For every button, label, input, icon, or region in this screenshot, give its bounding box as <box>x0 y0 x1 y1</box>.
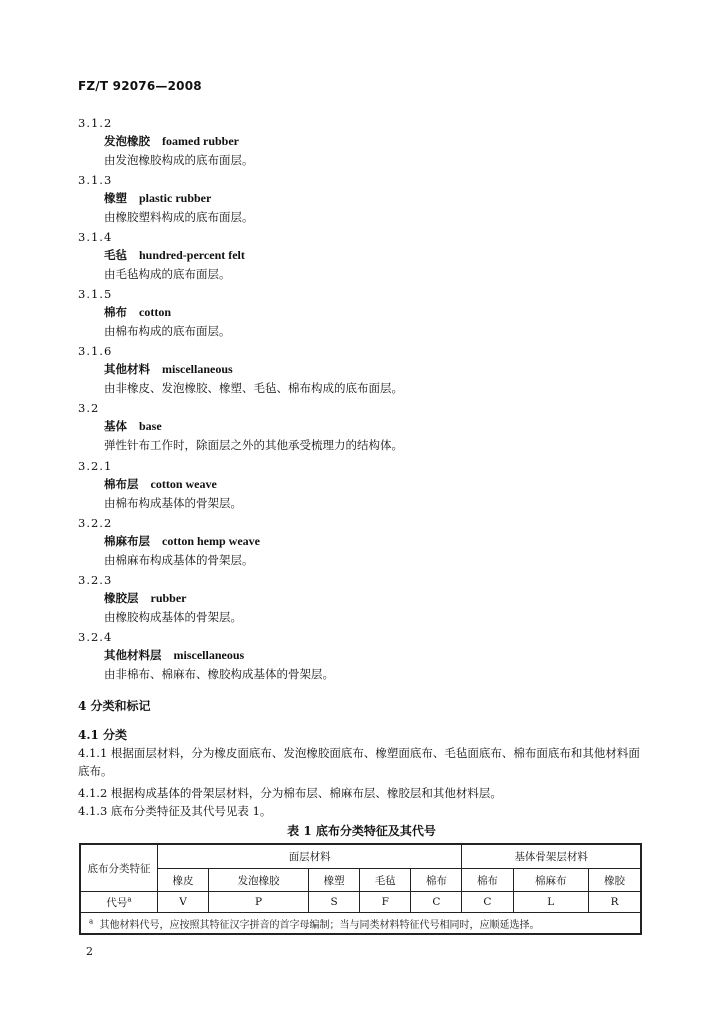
section-3-1-2 <box>78 114 678 169</box>
section-3-2-1 <box>78 457 678 512</box>
term <box>104 589 678 608</box>
term-zh: 基体 <box>104 419 127 433</box>
code-cell: P <box>209 892 309 913</box>
term <box>104 189 678 208</box>
term-en: cotton <box>139 305 171 319</box>
section-number: 3.1.6 <box>78 344 113 358</box>
definition: 由橡胶塑料构成的底布面层。 <box>104 210 254 224</box>
paragraph-4-1-3: 4.1.3 底布分类特征及其代号见表 1。 <box>78 804 272 818</box>
section-3-2-4 <box>78 628 678 683</box>
row-header-cell: 底布分类特征 <box>80 844 158 892</box>
term-zh: 棉布 <box>104 305 127 319</box>
term-en: rubber <box>150 591 187 605</box>
paragraph-4-1-2: 4.1.2 根据构成基体的骨架层材料，分为棉布层、棉麻布层、橡胶层和其他材料层。 <box>78 786 502 800</box>
term-en: cotton weave <box>150 477 217 491</box>
term <box>104 132 678 151</box>
term-en: cotton hemp weave <box>162 534 260 548</box>
term <box>104 475 678 494</box>
term-zh: 橡胶层 <box>104 591 139 605</box>
paragraph-4-1-1: 4.1.1 根据面层材料，分为橡皮面底布、发泡橡胶面底布、橡塑面底布、毛毡面底布、棉布面底布和其他材料面底布。 <box>78 746 640 778</box>
term-en: base <box>139 419 162 433</box>
section-3-2-2 <box>78 514 678 569</box>
standard-code: FZ/T 92076—2008 <box>78 79 202 93</box>
column-header: 橡塑 <box>309 869 360 892</box>
term-en: foamed rubber <box>162 134 239 148</box>
term-en: miscellaneous <box>162 362 233 376</box>
definition: 由棉布构成的底布面层。 <box>104 324 231 338</box>
term <box>104 646 678 665</box>
chapter-4-heading: 4 分类和标记 <box>78 699 151 713</box>
column-header: 橡胶 <box>589 869 641 892</box>
section-number: 3.1.3 <box>78 173 113 187</box>
section-4-1-heading: 4.1 分类 <box>78 728 128 742</box>
term-en: hundred-percent felt <box>139 248 245 262</box>
term-zh: 其他材料层 <box>104 648 162 662</box>
page-number: 2 <box>86 945 93 958</box>
code-label-cell <box>80 892 158 913</box>
term-zh: 毛毡 <box>104 248 127 262</box>
definition: 由发泡橡胶构成的底布面层。 <box>104 153 254 167</box>
code-cell: C <box>411 892 462 913</box>
table-footnote <box>80 913 641 935</box>
section-3-1-5 <box>78 285 678 340</box>
section-number: 3.2 <box>78 401 100 415</box>
term-zh: 棉麻布层 <box>104 534 150 548</box>
classification-table <box>79 843 642 935</box>
surface-material-group: 面层材料 <box>158 844 462 869</box>
code-cell: V <box>158 892 209 913</box>
section-number: 3.2.1 <box>78 459 113 473</box>
term-zh: 橡塑 <box>104 191 127 205</box>
term-zh: 棉布层 <box>104 477 139 491</box>
definition: 由非橡皮、发泡橡胶、橡塑、毛毡、棉布构成的底布面层。 <box>104 381 403 395</box>
section-number: 3.1.4 <box>78 230 113 244</box>
section-number: 3.2.3 <box>78 573 113 587</box>
code-cell: S <box>309 892 360 913</box>
column-header: 毛毡 <box>360 869 411 892</box>
table-title: 表 1 底布分类特征及其代号 <box>287 824 436 838</box>
column-header: 发泡橡胶 <box>209 869 309 892</box>
term <box>104 532 678 551</box>
footnote-marker: a <box>89 917 94 926</box>
term <box>104 417 678 436</box>
section-3-1-4 <box>78 228 678 283</box>
code-cell: R <box>589 892 641 913</box>
term <box>104 303 678 322</box>
definition: 由毛毡构成的底布面层。 <box>104 267 231 281</box>
definition: 由非棉布、棉麻布、橡胶构成基体的骨架层。 <box>104 667 334 681</box>
term <box>104 246 678 265</box>
definition: 由橡胶构成基体的骨架层。 <box>104 610 242 624</box>
term <box>104 360 678 379</box>
footnote-text: 其他材料代号，应按照其特征汉字拼音的首字母编制；当与同类材料特征代号相同时，应顺延选择。 <box>99 919 540 931</box>
column-header: 棉布 <box>411 869 462 892</box>
section-number: 3.1.5 <box>78 287 113 301</box>
definition: 由棉布构成基体的骨架层。 <box>104 496 242 510</box>
section-number: 3.1.2 <box>78 116 113 130</box>
code-cell: C <box>462 892 513 913</box>
code-cell: F <box>360 892 411 913</box>
definition: 由棉麻布构成基体的骨架层。 <box>104 553 254 567</box>
code-cell: L <box>513 892 589 913</box>
column-header: 棉麻布 <box>513 869 589 892</box>
section-3-1-6 <box>78 342 678 397</box>
code-label: 代号 <box>106 896 128 909</box>
column-header: 橡皮 <box>158 869 209 892</box>
term-zh: 发泡橡胶 <box>104 134 150 148</box>
base-material-group: 基体骨架层材料 <box>462 844 641 869</box>
section-3-2-3 <box>78 571 678 626</box>
section-number: 3.2.4 <box>78 630 113 644</box>
definition: 弹性针布工作时，除面层之外的其他承受梳理力的结构体。 <box>104 438 403 452</box>
footnote-marker: a <box>127 895 132 903</box>
section-3-1-3 <box>78 171 678 226</box>
section-number: 3.2.2 <box>78 516 113 530</box>
term-zh: 其他材料 <box>104 362 150 376</box>
term-en: plastic rubber <box>139 191 212 205</box>
column-header: 棉布 <box>462 869 513 892</box>
term-en: miscellaneous <box>173 648 245 662</box>
section-3-2 <box>78 399 678 454</box>
